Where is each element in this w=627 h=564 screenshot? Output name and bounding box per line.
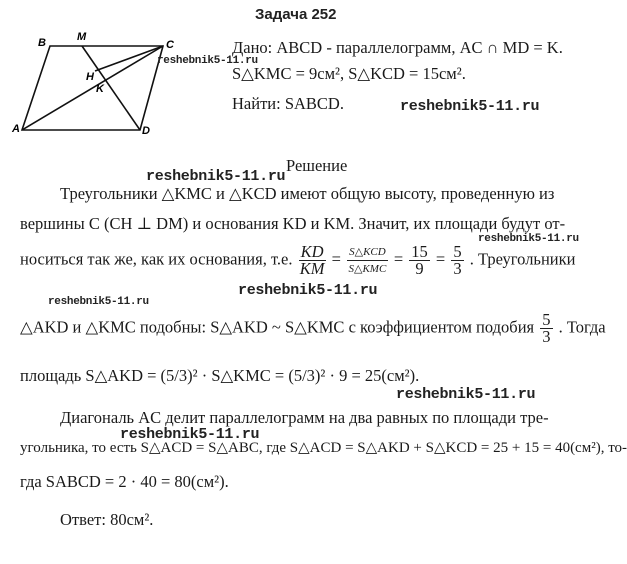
fraction-15-9 [409, 244, 430, 277]
equals-sign: = [435, 249, 446, 269]
watermark: reshebnik5-11.ru [238, 282, 378, 299]
equals-sign: = [331, 249, 341, 269]
diagonal-ac [22, 46, 163, 130]
para1-line4-end: . Тогда [558, 317, 606, 337]
fraction-areas [347, 244, 388, 277]
given-line-2: S△KMC = 9см², S△KCD = 15см². [232, 64, 466, 83]
frac-den: 3 [542, 327, 551, 346]
frac-den: 9 [415, 259, 424, 278]
equals-sign: = [393, 249, 404, 269]
frac-den: KM [299, 259, 325, 278]
frac-num: 15 [411, 242, 428, 261]
para2-line3: гда SABCD = 2 · 40 = 80(см²). [20, 472, 229, 491]
fraction-similarity [540, 312, 552, 345]
given-line-3: Найти: SABCD. [232, 94, 344, 113]
label-k: K [96, 83, 104, 95]
para1-line4-text: △AKD и △KMC подобны: S△AKD ~ S△KMC с коэффициентом подобия [20, 317, 535, 337]
frac-den: 3 [453, 259, 462, 278]
frac-num: 5 [542, 310, 551, 329]
label-b: B [38, 37, 46, 49]
para1-line3-end: . Треугольники [469, 249, 576, 269]
segment-md [82, 46, 140, 130]
answer: Ответ: 80см². [60, 510, 154, 529]
watermark: reshebnik5-11.ru [146, 168, 286, 185]
para1-line3 [20, 244, 575, 277]
para1-line1: Треугольники △KMC и △KCD имеют общую высоту, проведенную из [60, 184, 555, 203]
watermark: reshebnik5-11.ru [120, 426, 260, 443]
para1-line3-text: носиться так же, как их основания, т.е. [20, 249, 293, 269]
label-m: M [77, 31, 87, 43]
parallelogram-figure [0, 28, 200, 148]
para2-line2: угольника, то есть S△ACD = S△ABC, где S△ACD = S△AKD + S△KCD = 25 + 15 = 40(см²), то- [20, 440, 627, 456]
label-d: D [142, 125, 150, 137]
fraction-5-3 [451, 244, 463, 277]
para1-line2: вершины C (CH ⊥ DM) и основания KD и KM. Значит, их площади будут от- [20, 214, 566, 233]
fraction-kd-km [299, 244, 326, 277]
para2-line1: Диагональ AC делит параллелограмм на два равных по площади тре- [60, 408, 549, 427]
para1-line4 [20, 312, 606, 345]
task-title: Задача 252 [255, 6, 337, 23]
watermark: reshebnik5-11.ru [396, 386, 536, 403]
para1-line5: площадь S△AKD = (5/3)² · S△KMC = (5/3)² · 9 = 25(см²). [20, 366, 420, 385]
frac-num: KD [300, 242, 324, 261]
watermark: reshebnik5-11.ru [157, 55, 258, 67]
watermark: reshebnik5-11.ru [478, 233, 579, 245]
solution-heading: Решение [286, 156, 348, 175]
segment-ch [95, 46, 163, 71]
watermark: reshebnik5-11.ru [48, 296, 149, 308]
frac-num: S△KCD [347, 244, 388, 261]
label-c: C [166, 39, 174, 51]
frac-num: 5 [453, 242, 462, 261]
given-line-1: Дано: ABCD - параллелограмм, AC ∩ MD = K. [232, 38, 563, 57]
label-h: H [86, 71, 94, 83]
label-a: A [12, 123, 20, 135]
watermark: reshebnik5-11.ru [400, 98, 540, 115]
frac-den: S△KMC [348, 263, 387, 275]
